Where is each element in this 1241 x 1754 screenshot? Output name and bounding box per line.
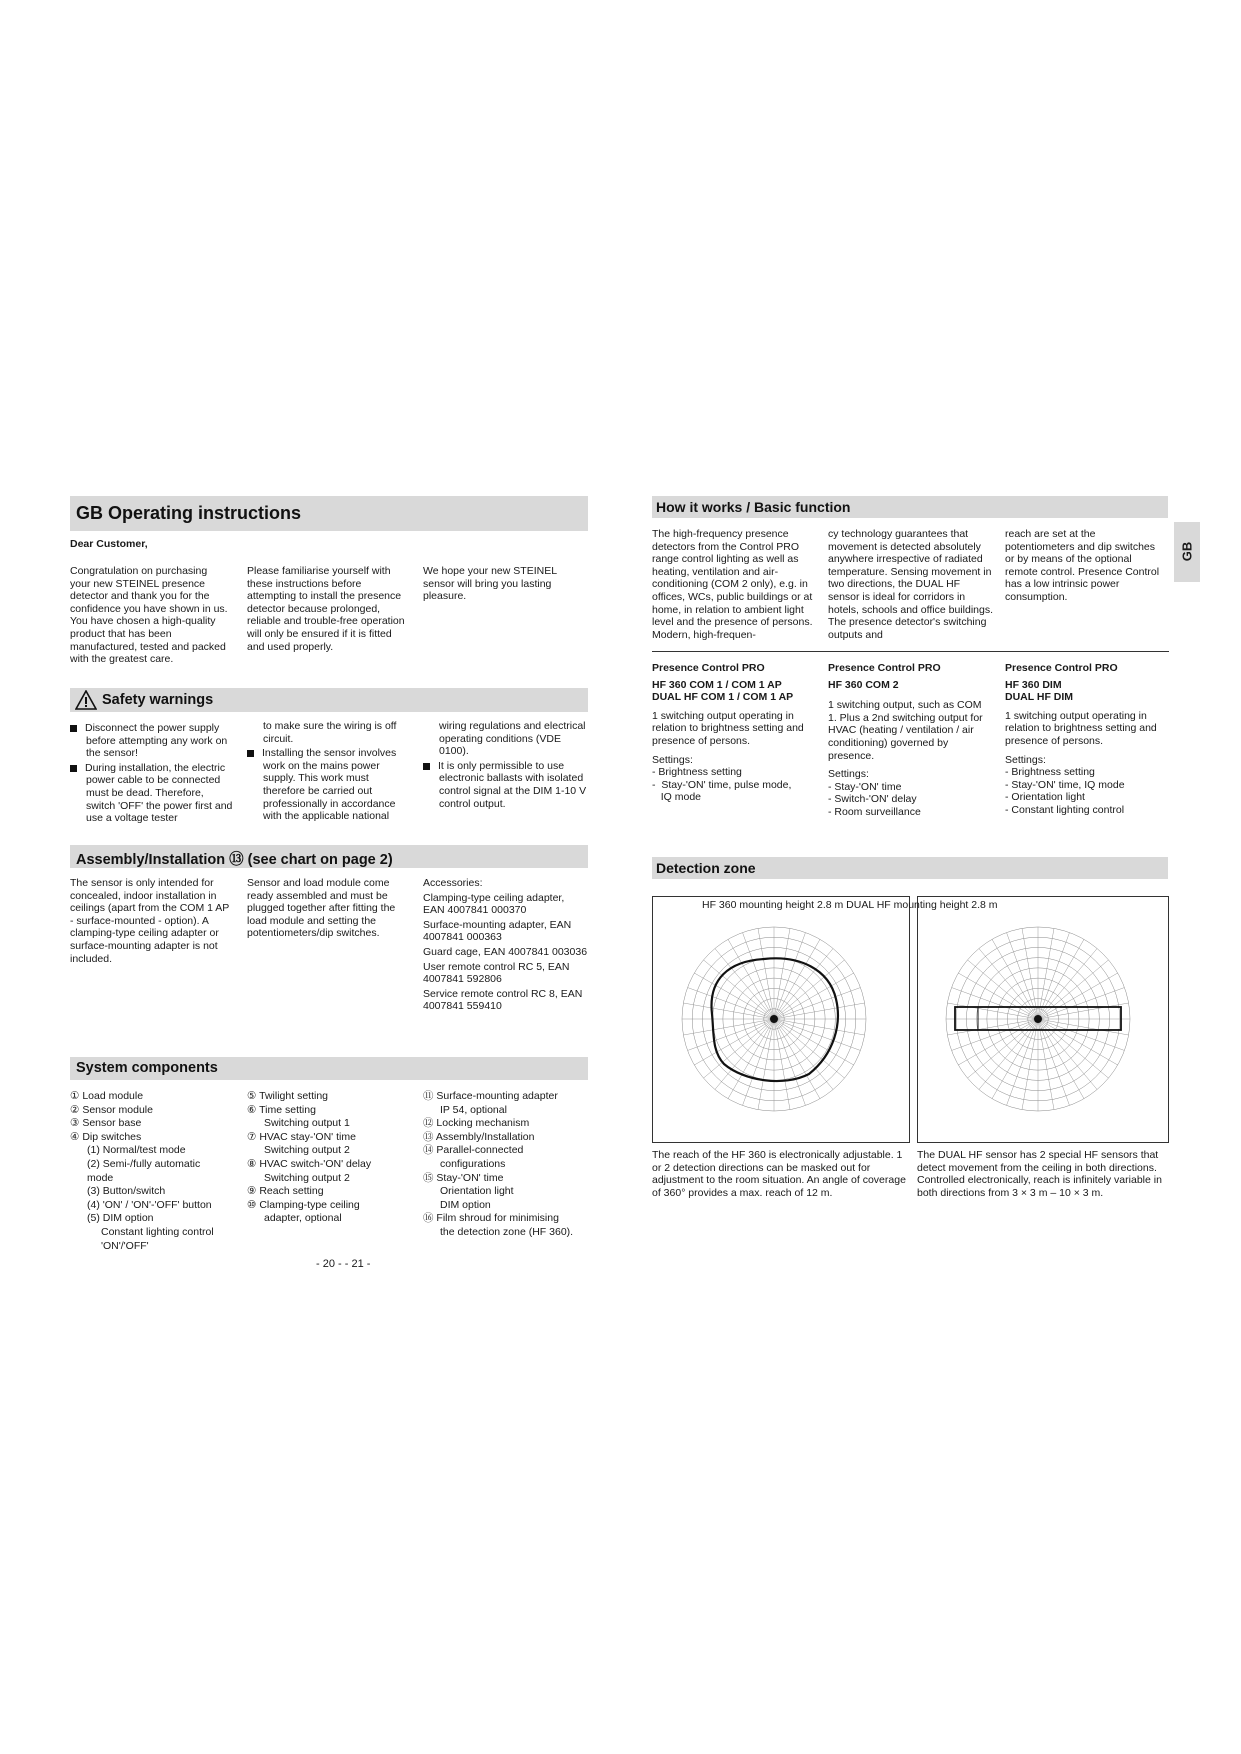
detection-title: Detection zone bbox=[656, 860, 756, 876]
sensor-center-dot bbox=[1034, 1015, 1042, 1023]
sensor-center-dot bbox=[770, 1015, 778, 1023]
component-item: Switching output 1 bbox=[264, 1117, 350, 1130]
accessories-list bbox=[423, 877, 588, 1015]
settings-item: - Room surveillance bbox=[828, 805, 921, 818]
assembly-col2: Sensor and load module come ready assembled and must be plugged together after fitting the load module and setting the potentiometers/dip switches. bbox=[247, 877, 396, 940]
how-col1: The high-frequency presence detectors from the Control PRO range control lighting as well as heating, ventilation and air-conditioning (COM 2 only), e.g. in offices, WCs, public buildings or at home, in relation to ambient light level and the presence of persons. Modern, high-frequen- bbox=[652, 528, 813, 641]
component-item: ④ Dip switches bbox=[70, 1130, 142, 1143]
section-divider bbox=[652, 651, 1169, 652]
components-col3 bbox=[423, 1090, 593, 1240]
safety-bullet: During installation, the electric power cable to be connected must be dead. Therefore, switch 'OFF' the power first and use a voltage tester bbox=[85, 761, 233, 825]
assembly-title: Assembly/Installation ⑬ (see chart on page 2) bbox=[76, 852, 393, 868]
caption-left: The reach of the HF 360 is electronically adjustable. 1 or 2 detection directions can be masked out for adjustment to the room situation. An angle of coverage of 360° provides a max. reach of 12 m. bbox=[652, 1149, 906, 1199]
how-title-bar bbox=[652, 496, 1168, 518]
safety-text: to make sure the wiring is off circuit. bbox=[263, 720, 397, 745]
safety-bullet: It is only permissible to use electronic ballasts with isolated control signal at the DIM 1-10 V control output. bbox=[438, 759, 587, 810]
main-title: GB Operating instructions bbox=[76, 503, 302, 523]
product-col2 bbox=[828, 662, 993, 819]
dual-hf-polar-diagram bbox=[918, 897, 1168, 1142]
safety-title-bar bbox=[70, 688, 588, 712]
component-item: (5) DIM option bbox=[87, 1212, 154, 1225]
component-item: mode bbox=[87, 1171, 114, 1184]
how-title: How it works / Basic function bbox=[656, 499, 851, 515]
component-item: ③ Sensor base bbox=[70, 1117, 142, 1130]
component-item: Switching output 2 bbox=[264, 1144, 350, 1157]
settings-item: Settings: bbox=[1005, 753, 1046, 766]
component-item: ⑩ Clamping-type ceiling bbox=[247, 1198, 360, 1211]
settings-item: Settings: bbox=[652, 753, 693, 766]
diagram-caption: HF 360 mounting height 2.8 m DUAL HF mounting height 2.8 m bbox=[702, 899, 998, 911]
bullet-icon bbox=[70, 725, 77, 732]
settings-item: - Constant lighting control bbox=[1005, 803, 1125, 816]
settings-item: - Switch-'ON' delay bbox=[828, 793, 917, 806]
components-col1 bbox=[70, 1090, 235, 1253]
product-model: DUAL HF COM 1 / COM 1 AP bbox=[652, 691, 794, 704]
component-item: ⑯ Film shroud for minimising bbox=[423, 1212, 559, 1225]
product-col1 bbox=[652, 662, 817, 804]
product-col3 bbox=[1005, 662, 1170, 817]
components-col2 bbox=[247, 1090, 410, 1226]
settings-item: - Orientation light bbox=[1005, 791, 1085, 804]
detection-title-bar bbox=[652, 857, 1168, 879]
safety-bullet: Installing the sensor involves work on the mains power supply. This work must therefore be carried out professionally in accordance with the applicable national bbox=[262, 747, 397, 823]
component-item: ⑨ Reach setting bbox=[247, 1185, 324, 1198]
component-item: (4) 'ON' / 'ON'-'OFF' button bbox=[87, 1198, 212, 1211]
component-item: Orientation light bbox=[440, 1185, 514, 1198]
accessory-item: Surface-mounting adapter, EAN 4007841 000363 bbox=[423, 918, 572, 944]
settings-item: - Brightness setting bbox=[652, 766, 742, 779]
product-heading: Presence Control PRO bbox=[1005, 662, 1118, 674]
component-item: adapter, optional bbox=[264, 1212, 342, 1225]
accessory-item: User remote control RC 5, EAN 4007841 592806 bbox=[423, 960, 570, 986]
greeting: Dear Customer, bbox=[70, 538, 148, 550]
accessory-item: Accessories: bbox=[423, 877, 483, 889]
component-item: ⑦ HVAC stay-'ON' time bbox=[247, 1130, 356, 1143]
safety-col3 bbox=[423, 720, 588, 812]
safety-col1 bbox=[70, 722, 235, 827]
component-item: ⑧ HVAC switch-'ON' delay bbox=[247, 1157, 372, 1170]
component-item: the detection zone (HF 360). bbox=[440, 1225, 574, 1238]
safety-bullet: Disconnect the power supply before attempting any work on the sensor! bbox=[85, 722, 228, 760]
safety-title: Safety warnings bbox=[102, 692, 214, 708]
settings-item: - Stay-'ON' time, IQ mode bbox=[1005, 778, 1125, 791]
product-desc: 1 switching output operating in relation to brightness setting and presence of persons. bbox=[652, 709, 804, 747]
product-model: HF 360 COM 1 / COM 1 AP bbox=[652, 678, 782, 691]
bullet-icon bbox=[247, 750, 254, 757]
caption-right: The DUAL HF sensor has 2 special HF sensors that detect movement from the ceiling in both directions. Controlled electronically, reach is infinitely variable in both directions from 3 × 3 m – 10 × 3 m. bbox=[917, 1149, 1162, 1199]
component-item: ⑤ Twilight setting bbox=[247, 1090, 329, 1102]
accessory-item: Service remote control RC 8, EAN 4007841 559410 bbox=[423, 987, 583, 1013]
intro-col2: Please familiarise yourself with these instructions before attempting to install the presence detector because prolonged, reliable and trouble-free operation will only be ensured if it is fitted and used properly. bbox=[247, 565, 405, 653]
hf360-polar-diagram bbox=[653, 897, 909, 1142]
gb-tab-label: GB bbox=[1179, 541, 1195, 562]
component-item: ① Load module bbox=[70, 1090, 144, 1102]
accessory-item: Clamping-type ceiling adapter, EAN 4007841 000370 bbox=[423, 891, 565, 917]
product-heading: Presence Control PRO bbox=[652, 662, 765, 674]
dual-hf-diagram-box bbox=[917, 896, 1169, 1143]
product-heading: Presence Control PRO bbox=[828, 662, 941, 674]
component-item: IP 54, optional bbox=[440, 1103, 507, 1116]
component-item: (2) Semi-/fully automatic bbox=[87, 1157, 201, 1170]
how-col3: reach are set at the potentiometers and dip switches or by means of the optional remote control. Presence Control has a low intrinsic power consumption. bbox=[1005, 528, 1160, 603]
warning-icon bbox=[75, 690, 97, 710]
component-item: ⑫ Locking mechanism bbox=[423, 1117, 530, 1130]
component-item: 'ON'/'OFF' bbox=[101, 1239, 149, 1252]
safety-text: wiring regulations and electrical operating conditions (VDE 0100). bbox=[439, 720, 586, 758]
settings-item: Settings: bbox=[828, 768, 869, 781]
component-item: ⑬ Assembly/Installation bbox=[423, 1130, 535, 1143]
component-item: Switching output 2 bbox=[264, 1171, 350, 1184]
assembly-col1: The sensor is only intended for concealed, indoor installation in ceilings (apart from the COM 1 AP - surface-mounted - option). A clamping-type ceiling adapter or surface-mounting adapter is not included. bbox=[70, 877, 230, 965]
component-item: Constant lighting control bbox=[101, 1225, 214, 1238]
component-item: (3) Button/switch bbox=[87, 1185, 166, 1198]
product-settings bbox=[652, 754, 817, 804]
safety-col2 bbox=[247, 720, 410, 825]
bullet-icon bbox=[70, 765, 77, 772]
settings-item: - Brightness setting bbox=[1005, 766, 1095, 779]
product-desc: 1 switching output operating in relation to brightness setting and presence of persons. bbox=[1005, 709, 1157, 747]
system-title: System components bbox=[76, 1060, 218, 1076]
intro-col1: Congratulation on purchasing your new STEINEL presence detector and thank you for the confidence you have shown in us. You have chosen a high-quality product that has been manufactured, tested and packed with the greatest care. bbox=[70, 565, 228, 666]
product-model: DUAL HF DIM bbox=[1005, 691, 1074, 704]
bullet-icon bbox=[423, 763, 430, 770]
component-item: configurations bbox=[440, 1157, 506, 1170]
page-numbers: - 20 - - 21 - bbox=[316, 1258, 371, 1270]
product-desc: 1 switching output, such as COM 1. Plus a 2nd switching output for HVAC (heating / ventilation / air conditioning) governed by presence. bbox=[828, 699, 983, 762]
component-item: ⑪ Surface-mounting adapter bbox=[423, 1090, 558, 1102]
component-item: ② Sensor module bbox=[70, 1103, 153, 1116]
how-col2: cy technology guarantees that movement is detected absolutely anywhere irrespective of radiated temperature. Sensing movement in two directions, the DUAL HF sensor is ideal for corridors in hotels, schools and office buildings. The presence detector's switching outputs and bbox=[828, 528, 993, 641]
gb-side-tab bbox=[1174, 522, 1200, 582]
component-item: ⑮ Stay-'ON' time bbox=[423, 1171, 504, 1184]
main-title-bar bbox=[70, 496, 588, 531]
intro-col3: We hope your new STEINEL sensor will bring you lasting pleasure. bbox=[423, 565, 557, 603]
hf360-diagram-box bbox=[652, 896, 910, 1143]
component-item: ⑭ Parallel-connected bbox=[423, 1144, 524, 1157]
product-model: HF 360 COM 2 bbox=[828, 678, 899, 691]
system-title-bar bbox=[70, 1057, 588, 1080]
component-item: (1) Normal/test mode bbox=[87, 1144, 186, 1157]
component-item: DIM option bbox=[440, 1198, 491, 1211]
settings-item: - Stay-'ON' time, pulse mode, bbox=[652, 778, 792, 791]
product-settings bbox=[1005, 754, 1170, 817]
settings-item: IQ mode bbox=[652, 791, 702, 804]
product-settings bbox=[828, 768, 993, 818]
assembly-title-bar bbox=[70, 845, 588, 868]
product-model: HF 360 DIM bbox=[1005, 678, 1062, 691]
component-item: ⑥ Time setting bbox=[247, 1103, 316, 1116]
settings-item: - Stay-'ON' time bbox=[828, 780, 902, 793]
accessory-item: Guard cage, EAN 4007841 003036 bbox=[423, 945, 588, 958]
